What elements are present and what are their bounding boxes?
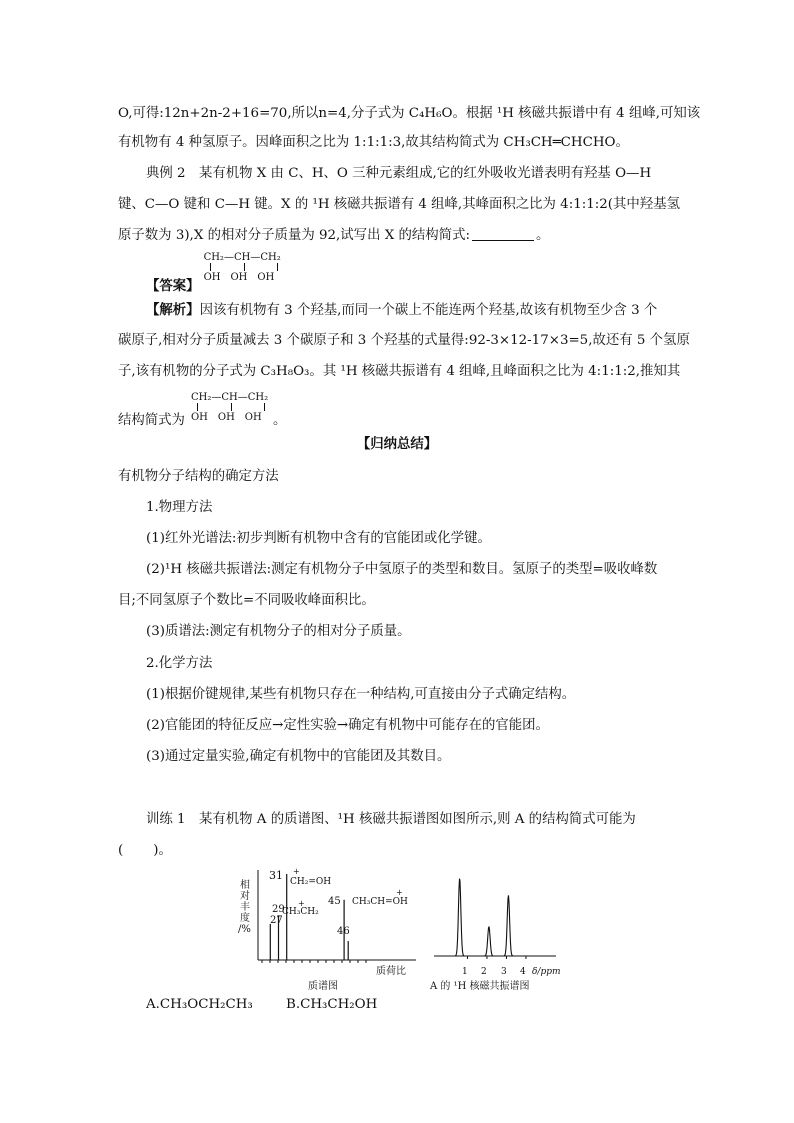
example2-line-3-text: 原子数为 3),X 的相对分子质量为 92,试写出 X 的结构简式: — [118, 228, 470, 243]
ylabel-char: 相 — [240, 880, 250, 891]
example2-line-1: 典例 2 某有机物 X 由 C、H、O 三种元素组成,它的红外吸收光谱表明有羟基 O—H — [146, 166, 652, 181]
peak-label-46: 46 — [337, 926, 350, 937]
nmr-caption: A 的 ¹H 核磁共振谱图 — [430, 981, 530, 992]
summary-intro: 有机物分子结构的确定方法 — [118, 469, 279, 484]
summary-heading: 【归纳总结】 — [356, 436, 438, 452]
answer-label: 【答案】 — [146, 278, 200, 294]
x-axis-label: 质荷比 — [376, 966, 406, 977]
summary-item: 2.化学方法 — [146, 656, 213, 671]
exercise1-line-2 — [118, 841, 688, 861]
peak-label-31: 31 — [269, 869, 283, 882]
analysis-label: 【解析】 — [146, 302, 200, 318]
summary-item: (3)通过定量实验,确定有机物中的官能团及其数目。 — [146, 749, 451, 764]
analysis-line-4-text: 结构简式为 — [118, 413, 185, 428]
exercise1-line-1: 训练 1 某有机物 A 的质谱图、¹H 核磁共振谱图如图所示,则 A 的结构简式可能为 — [146, 812, 636, 827]
answer-line — [146, 252, 716, 297]
mass-spectrum-caption: 质谱图 — [308, 981, 338, 992]
intro-line-2: 有机物有 4 种氢原子。因峰面积之比为 1:1:1:3,故其结构简式为 CH₃CH═CHCHO。 — [118, 135, 629, 150]
analysis-line-1 — [146, 300, 716, 321]
ylabel-char: /% — [238, 924, 251, 935]
nmr-tick-label: 3 — [501, 967, 507, 977]
structural-formula-answer — [204, 252, 286, 284]
example2-line-2: 键、C—O 键和 C—H 键。X 的 ¹H 核磁共振谱有 4 组峰,其峰面积之比为 4:1:1:2(其中羟基氢 — [118, 197, 680, 212]
structural-formula-analysis — [191, 392, 273, 424]
analysis-line-3: 子,该有机物的分子式为 C₃H₈O₃。其 ¹H 核磁共振谱有 4 组峰,且峰面积之比为 4:1:1:2,推知其 — [118, 364, 681, 379]
mass-spectrum-chart — [236, 864, 426, 996]
open-paren: ( — [118, 843, 124, 858]
formula-top: CH₂—CH—CH₂ — [190, 392, 269, 403]
ion-31-label: CH₂=OH — [290, 877, 332, 887]
ylabel-char: 对 — [240, 891, 250, 902]
bond — [277, 263, 278, 271]
formula-bottom: OH OH OH — [203, 272, 275, 283]
summary-item: (1)根据价键规律,某些有机物只存在一种结构,可直接由分子式确定结构。 — [146, 687, 576, 702]
bond — [244, 263, 245, 271]
ion-31-plus: + — [293, 867, 300, 876]
intro-line-1: O,可得:12n+2n-2+16=70,所以n=4,分子式为 C₄H₆O。根据 ¹H 核磁共振谱中有 4 组峰,可知该 — [118, 106, 701, 121]
formula-top: CH₂—CH—CH₂ — [203, 252, 281, 263]
nmr-spectrum-chart — [424, 864, 564, 996]
nmr-tick-label: 1 — [462, 967, 468, 977]
option-b: B.CH₃CH₂OH — [286, 997, 378, 1012]
nmr-tick-label: 2 — [481, 967, 487, 977]
peak-label-27: 27 — [270, 915, 283, 926]
analysis-line-4-end: 。 — [272, 413, 287, 428]
ion-29-plus: + — [298, 899, 305, 908]
ion-45-label: CH₃CH=OH — [352, 897, 408, 907]
bond — [264, 403, 265, 411]
ion-29-label: CH₃CH₂ — [282, 907, 319, 917]
summary-item: 1.物理方法 — [146, 500, 213, 515]
nmr-trace — [436, 879, 554, 956]
ylabel-char: 丰 — [240, 902, 250, 913]
answer-blank — [472, 226, 534, 241]
summary-item: (1)红外光谱法:初步判断有机物中含有的官能团或化学键。 — [146, 531, 491, 546]
summary-item: (2)官能团的特征反应→定性实验→确定有机物中可能存在的官能团。 — [146, 718, 549, 733]
ion-45-plus: + — [396, 888, 403, 897]
ylabel-char: 度 — [240, 913, 250, 924]
analysis-line-1-text: 因该有机物有 3 个羟基,而同一个碳上不能连两个羟基,故该有机物至少含 3 个 — [199, 303, 658, 318]
example2-line-3 — [118, 226, 688, 246]
summary-item: 目;不同氢原子个数比=不同吸收峰面积比。 — [118, 593, 375, 608]
nmr-axis-label: δ/ppm — [532, 967, 561, 977]
analysis-line-2: 碳原子,相对分子质量减去 3 个碳原子和 3 个羟基的式量得:92-3×12-17×3=5,故还有 5 个氢原 — [118, 333, 690, 348]
formula-bottom: OH OH OH — [190, 412, 262, 423]
close-paren: )。 — [153, 843, 172, 858]
peak-label-45: 45 — [328, 896, 341, 907]
summary-item: (2)¹H 核磁共振谱法:测定有机物分子中氢原子的类型和数目。氢原子的类型=吸收峰数 — [146, 562, 658, 577]
bond — [210, 263, 211, 271]
summary-item: (3)质谱法:测定有机物分子的相对分子质量。 — [146, 624, 411, 639]
bond — [231, 403, 232, 411]
peak-label-29: 29 — [272, 904, 285, 915]
analysis-line-4 — [118, 392, 688, 431]
option-a: A.CH₃OCH₂CH₃ — [146, 997, 253, 1012]
bond — [197, 403, 198, 411]
example2-line-3-end: 。 — [535, 228, 550, 243]
nmr-tick-label: 4 — [520, 967, 526, 977]
